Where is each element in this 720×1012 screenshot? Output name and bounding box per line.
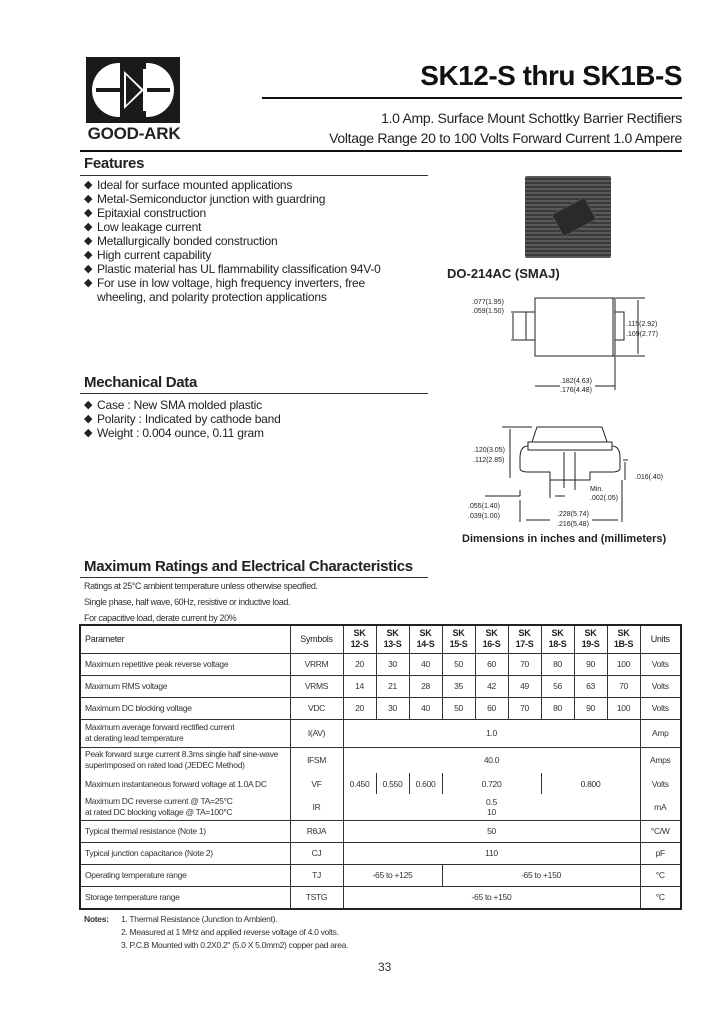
table-cell: 0.600 xyxy=(409,773,442,794)
table-cell: 60 xyxy=(475,653,508,675)
ratings-heading: Maximum Ratings and Electrical Characteristics xyxy=(84,558,413,575)
header-sk18s: SK 18-S xyxy=(541,625,574,653)
header-sk16s: SK 16-S xyxy=(475,625,508,653)
table-cell: 0.5 10 xyxy=(343,794,640,820)
table-cell: Typical junction capacitance (Note 2) xyxy=(80,842,290,864)
footer-notes xyxy=(84,913,348,952)
table-cell: mA xyxy=(640,794,681,820)
table-cell: Volts xyxy=(640,697,681,719)
features-heading: Features xyxy=(84,155,145,172)
subtitle-line-2: Voltage Range 20 to 100 Volts Forward Current 1.0 Ampere xyxy=(329,130,682,146)
table-cell: 14 xyxy=(343,675,376,697)
table-cell: Amp xyxy=(640,719,681,747)
table-cell: 50 xyxy=(442,697,475,719)
table-cell: °C xyxy=(640,864,681,886)
table-cell: 28 xyxy=(409,675,442,697)
header-sk17s: SK 17-S xyxy=(508,625,541,653)
features-rule xyxy=(80,175,428,176)
document-title: SK12-S thru SK1B-S xyxy=(420,60,682,91)
dim-8b: .216(5.48) xyxy=(557,521,589,528)
table-cell: Volts xyxy=(640,773,681,794)
table-cell: pF xyxy=(640,842,681,864)
logo-text: GOOD-ARK xyxy=(87,124,181,143)
table-row-vf xyxy=(80,773,681,794)
footer-note: 1. Thermal Resistance (Junction to Ambient). xyxy=(121,914,278,924)
subtitle-line-1: 1.0 Amp. Surface Mount Schottky Barrier Rectifiers xyxy=(381,110,682,126)
header-rule xyxy=(80,150,682,152)
package-photo xyxy=(525,176,611,258)
table-cell: IFSM xyxy=(290,747,343,773)
table-header-row xyxy=(80,625,681,653)
footer-note: 2. Measured at 1 MHz and applied reverse voltage of 4.0 volts. xyxy=(121,927,339,937)
diode-logo-icon xyxy=(86,57,180,123)
table-row-rth xyxy=(80,820,681,842)
feature-item: ◆ Metallurgically bonded construction xyxy=(84,234,424,248)
mechanical-item: ◆ Case : New SMA molded plastic xyxy=(84,398,424,412)
header-parameter: Parameter xyxy=(80,625,290,653)
table-cell: 0.550 xyxy=(376,773,409,794)
table-cell: 40.0 xyxy=(343,747,640,773)
ratings-note: Single phase, half wave, 60Hz, resistive or inductive load. xyxy=(84,597,291,607)
dim-3b: .176(4.48) xyxy=(560,387,592,394)
dim-7a: .055(1.40) xyxy=(468,503,500,510)
table-cell: Maximum instantaneous forward voltage at 1.0A DC xyxy=(80,773,290,794)
table-cell: IR xyxy=(290,794,343,820)
table-cell: Maximum repetitive peak reverse voltage xyxy=(80,653,290,675)
table-cell: 1.0 xyxy=(343,719,640,747)
feature-item: ◆ Ideal for surface mounted applications xyxy=(84,178,424,192)
table-row-iav xyxy=(80,719,681,747)
dim-8a: .228(5.74) xyxy=(557,511,589,518)
dim-5: .016(.40) xyxy=(635,474,664,481)
feature-item: ◆ Plastic material has UL flammability classification 94V-0 xyxy=(84,262,424,276)
table-cell: CJ xyxy=(290,842,343,864)
table-cell: 100 xyxy=(607,653,640,675)
table-cell: TJ xyxy=(290,864,343,886)
header-sk14s: SK 14-S xyxy=(409,625,442,653)
header-symbols: Symbols xyxy=(290,625,343,653)
page-number: 33 xyxy=(378,960,392,974)
package-name: DO-214AC (SMAJ) xyxy=(447,266,560,281)
header-sk1bs: SK 1B-S xyxy=(607,625,640,653)
table-cell: °C xyxy=(640,886,681,909)
feature-item: ◆ For use in low voltage, high frequency inverters, free wheeling, and polarity protection applications xyxy=(84,276,372,304)
feature-item: ◆ Epitaxial construction xyxy=(84,206,424,220)
header-sk19s: SK 19-S xyxy=(574,625,607,653)
table-cell: Maximum DC reverse current @ TA=25°C at rated DC blocking voltage @ TA=100°C xyxy=(80,794,290,820)
table-cell: -65 to +150 xyxy=(442,864,640,886)
dimensions-caption: Dimensions in inches and (millimeters) xyxy=(462,533,667,545)
feature-item: ◆ Metal-Semiconductor junction with guardring xyxy=(84,192,424,206)
table-cell: VRRM xyxy=(290,653,343,675)
table-cell: -65 to +125 xyxy=(343,864,442,886)
table-cell: I(AV) xyxy=(290,719,343,747)
table-row-ir xyxy=(80,794,681,820)
table-cell: 40 xyxy=(409,653,442,675)
table-cell: TSTG xyxy=(290,886,343,909)
mechanical-list xyxy=(84,398,424,440)
table-cell: 56 xyxy=(541,675,574,697)
table-cell: 70 xyxy=(508,653,541,675)
table-cell: -65 to +150 xyxy=(343,886,640,909)
table-cell: Volts xyxy=(640,653,681,675)
ratings-note: For capacitive load, derate current by 20% xyxy=(84,613,237,623)
table-cell: 0.450 xyxy=(343,773,376,794)
table-cell: Volts xyxy=(640,675,681,697)
footer-note: 3. P.C.B Mounted with 0.2X0.2" (5.0 X 5.0mm2) copper pad area. xyxy=(121,940,349,950)
table-cell: 50 xyxy=(442,653,475,675)
table-row-ifsm xyxy=(80,747,681,773)
table-cell: VRMS xyxy=(290,675,343,697)
notes-label: Notes: xyxy=(84,914,109,924)
table-cell: 80 xyxy=(541,653,574,675)
table-cell: 50 xyxy=(343,820,640,842)
ratings-note: Ratings at 25°C ambient temperature unless otherwise specified. xyxy=(84,581,318,591)
table-cell: 80 xyxy=(541,697,574,719)
mechanical-heading: Mechanical Data xyxy=(84,374,198,391)
table-cell: 20 xyxy=(343,653,376,675)
table-cell: 70 xyxy=(607,675,640,697)
feature-item: ◆ Low leakage current xyxy=(84,220,424,234)
table-cell: Operating temperature range xyxy=(80,864,290,886)
table-cell: 35 xyxy=(442,675,475,697)
dim-7b: .039(1.00) xyxy=(468,513,500,520)
table-cell: Storage temperature range xyxy=(80,886,290,909)
table-cell: 30 xyxy=(376,653,409,675)
table-row-tj xyxy=(80,864,681,886)
table-cell: 70 xyxy=(508,697,541,719)
table-cell: 30 xyxy=(376,697,409,719)
table-row-vrms xyxy=(80,675,681,697)
table-cell: Amps xyxy=(640,747,681,773)
table-cell: Maximum RMS voltage xyxy=(80,675,290,697)
table-cell: 49 xyxy=(508,675,541,697)
table-cell: 21 xyxy=(376,675,409,697)
package-dimension-drawing xyxy=(440,290,680,530)
features-list xyxy=(84,178,424,304)
table-cell: RθJA xyxy=(290,820,343,842)
table-row-tstg xyxy=(80,886,681,909)
dim-4b: .112(2.85) xyxy=(473,457,505,464)
table-row-vrrm xyxy=(80,653,681,675)
table-cell: °C/W xyxy=(640,820,681,842)
table-cell: 0.800 xyxy=(541,773,640,794)
table-cell: 40 xyxy=(409,697,442,719)
table-cell: 110 xyxy=(343,842,640,864)
dim-1a: .077(1.95) xyxy=(472,299,504,306)
ratings-notes xyxy=(84,578,318,626)
mechanical-item: ◆ Weight : 0.004 ounce, 0.11 gram xyxy=(84,426,424,440)
table-row-vdc xyxy=(80,697,681,719)
table-cell: Typical thermal resistance (Note 1) xyxy=(80,820,290,842)
table-cell: Peak forward surge current 8.3ms single half sine-wave superimposed on rated load (JEDEC Method) xyxy=(80,747,290,773)
mechanical-rule xyxy=(80,393,428,394)
table-cell: Maximum average forward rectified current at derating lead temperature xyxy=(80,719,290,747)
dim-3a: .182(4.63) xyxy=(560,378,592,385)
table-cell: 100 xyxy=(607,697,640,719)
feature-item: ◆ High current capability xyxy=(84,248,424,262)
table-cell: 60 xyxy=(475,697,508,719)
table-cell: 20 xyxy=(343,697,376,719)
dim-6a: Min. xyxy=(590,486,604,493)
smd-diode-image xyxy=(551,197,597,238)
dim-4a: .120(3.05) xyxy=(473,447,505,454)
table-cell: 0.720 xyxy=(442,773,541,794)
header-sk12s: SK 12-S xyxy=(343,625,376,653)
header-units: Units xyxy=(640,625,681,653)
table-cell: VF xyxy=(290,773,343,794)
good-ark-logo xyxy=(86,57,180,123)
table-row-cj xyxy=(80,842,681,864)
table-cell: 90 xyxy=(574,697,607,719)
characteristics-table xyxy=(79,624,682,910)
dim-1b: .059(1.50) xyxy=(472,308,504,315)
dim-2a: .115(2.92) xyxy=(626,321,658,328)
header-sk15s: SK 15-S xyxy=(442,625,475,653)
mechanical-item: ◆ Polarity : Indicated by cathode band xyxy=(84,412,424,426)
dim-2b: .109(2.77) xyxy=(626,331,658,338)
table-cell: 63 xyxy=(574,675,607,697)
table-cell: VDC xyxy=(290,697,343,719)
table-cell: 42 xyxy=(475,675,508,697)
header-sk13s: SK 13-S xyxy=(376,625,409,653)
table-cell: Maximum DC blocking voltage xyxy=(80,697,290,719)
table-cell: 90 xyxy=(574,653,607,675)
dim-6b: .002(.05) xyxy=(590,495,619,502)
title-rule xyxy=(262,97,682,99)
